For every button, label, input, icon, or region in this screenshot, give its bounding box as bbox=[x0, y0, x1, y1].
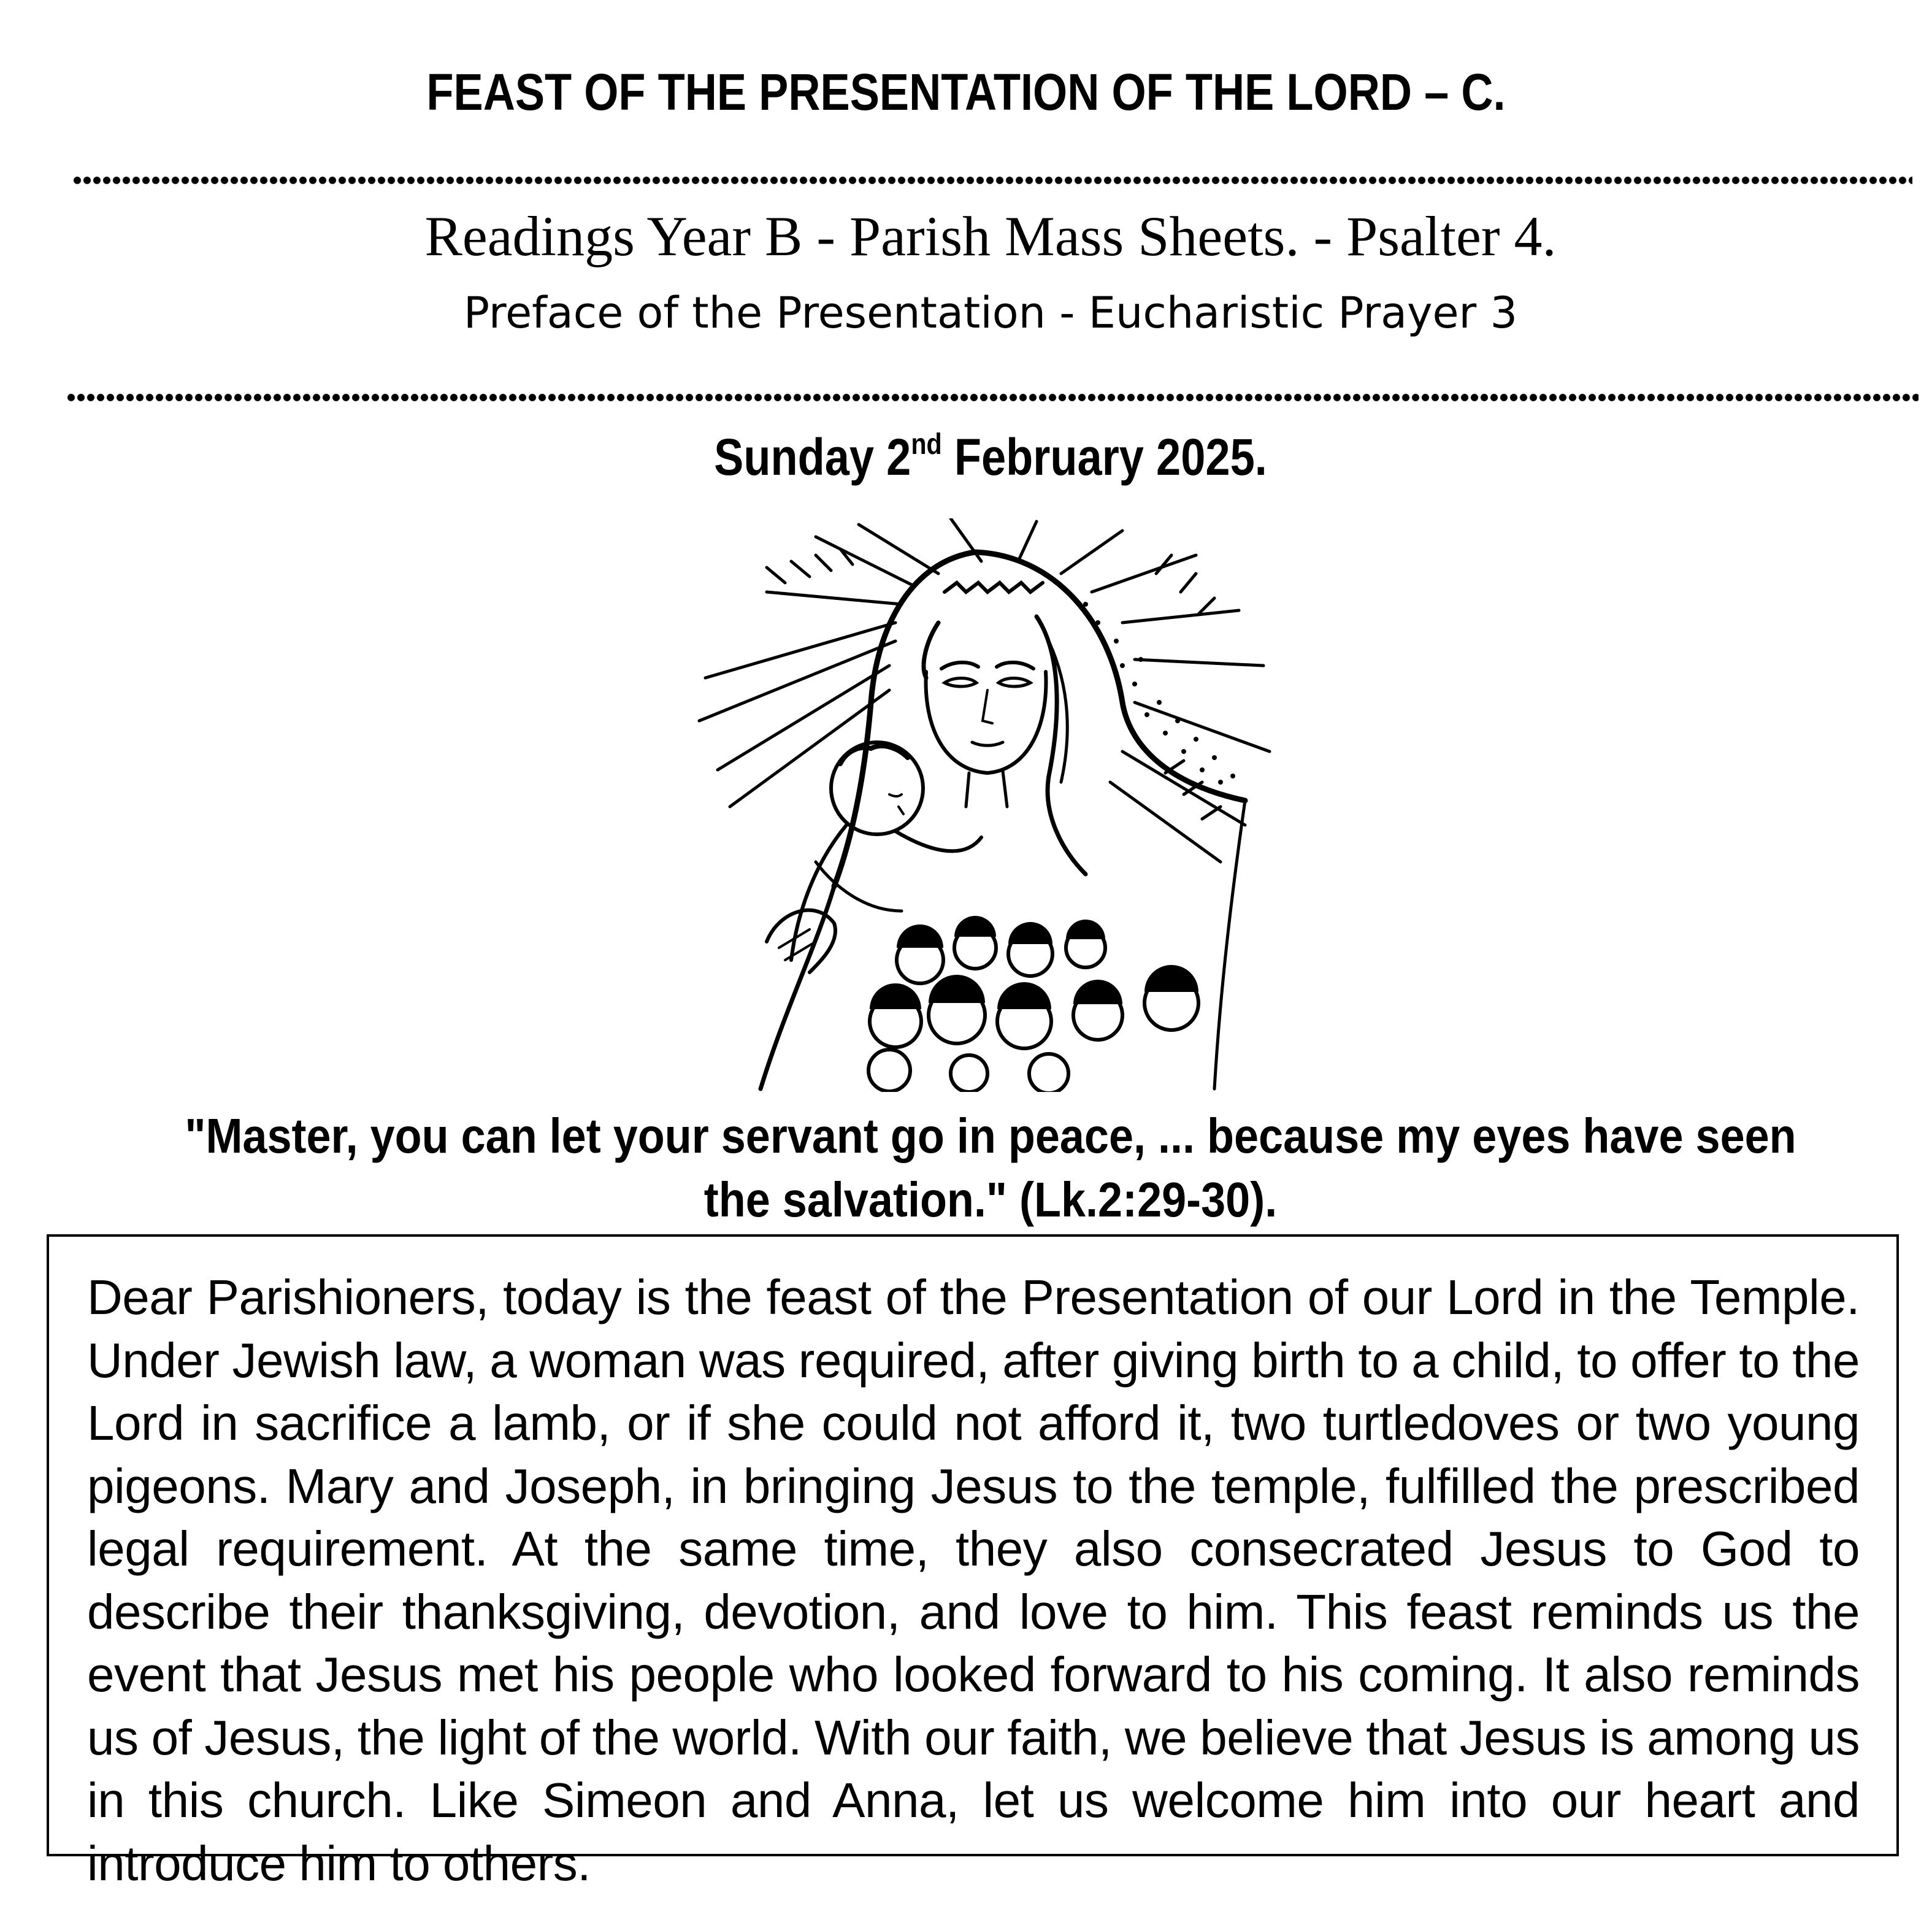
preface-line: Preface of the Presentation - Eucharistic Prayer 3 bbox=[463, 288, 1518, 338]
sunday-date bbox=[139, 423, 1842, 491]
scripture-quote: "Master, you can let your servant go in peace, ... because my eyes have seen the salvation." (Lk.2:29-30). bbox=[185, 1109, 1796, 1227]
readings-line: Readings Year B - Parish Mass Sheets. - Psalter 4. bbox=[424, 205, 1557, 267]
date-rest: February 2025. bbox=[941, 428, 1267, 486]
dotted-divider-top bbox=[72, 175, 1912, 185]
message-box bbox=[47, 1234, 1899, 1891]
madonna-and-child-drawing-icon bbox=[693, 518, 1282, 1092]
page-title: FEAST OF THE PRESENTATION OF THE LORD – C. bbox=[426, 63, 1506, 121]
date-prefix: Sunday 2 bbox=[714, 428, 911, 486]
dotted-divider-bottom bbox=[66, 393, 1919, 402]
date-ordinal-suffix: nd bbox=[911, 428, 942, 461]
parish-message: Dear Parishioners, today is the feast of the Presentation of our Lord in the Temple. Under Jewish law, a woman was required, after giving birth to a child, to offer to the Lord in sacrifice a lamb, or if she could not afford it, two turtledoves or two young pigeons. Mary and Joseph, in bringing Jesus to the temple, fulfilled the prescribed legal requirement. At the same time, they also consecrated Jesus to God to describe their thanksgiving, devotion, and love to him. This feast reminds us the event that Jesus met his people who looked forward to his coming. It also reminds us of Jesus, the light of the world. With our faith, we believe that Jesus is among us in this church. Like Simeon and Anna, let us welcome him into our heart and introduce him to others. bbox=[87, 1270, 1860, 1891]
